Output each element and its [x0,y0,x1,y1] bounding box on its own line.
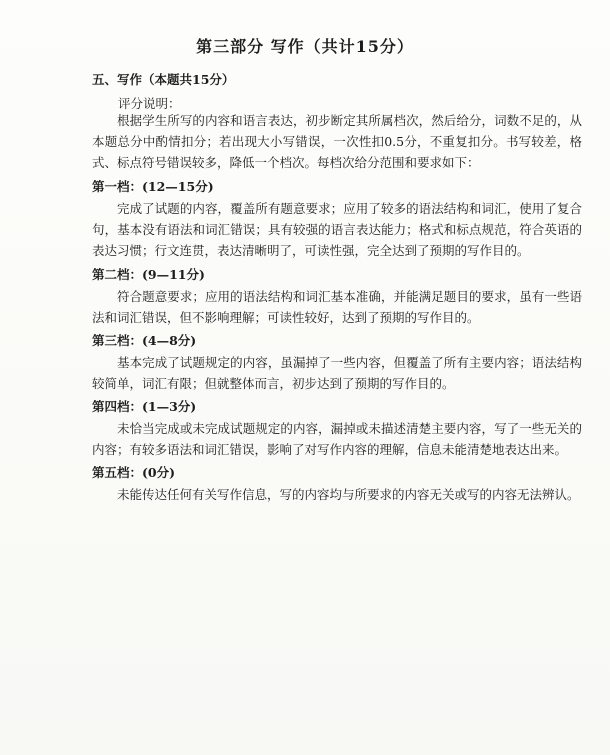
tier-3-description: 基本完成了试题规定的内容，虽漏掉了一些内容，但覆盖了所有主要内容；语法结构较简单，词汇有限；但就整体而言，初步达到了预期的写作目的。 [92,355,582,391]
tier-5-description: 未能传达任何有关写作信息，写的内容均与所要求的内容无关或写的内容无法辨认。 [117,487,580,502]
evaluation-label: 评分说明： [118,96,181,111]
tier-5-label: 第五档：(0分) [92,465,176,480]
tier-1-description: 完成了试题的内容，覆盖所有题意要求；应用了较多的语法结构和词汇，使用了复合句，基本没有语法和词汇错误；具有较强的语言表达能力；格式和标点规范，符合英语的表达习惯；行文连贯，表达清晰明了，可读性强，完全达到了预期的写作目的。 [92,201,582,258]
tier-1-label: 第一档：(12—15分) [92,179,214,194]
tier-3-label: 第三档：(4—8分) [92,333,197,348]
intro-paragraph: 根据学生所写的内容和语言表达，初步断定其所属档次，然后给分，词数不足的，从本题总分中酌情扣分；若出现大小写错误，一次性扣0.5分，不重复扣分。书写较差，格式、标点符号错误较多，降低一个档次。每档次给分范围和要求如下： [92,113,582,170]
page-title: 第三部分 写作（共计15分） [196,37,414,56]
tier-4-label: 第四档：(1—3分) [92,399,197,414]
tier-4-description: 未恰当完成或未完成试题规定的内容，漏掉或未描述清楚主要内容，写了一些无关的内容；有较多语法和词汇错误，影响了对写作内容的理解，信息未能清楚地表达出来。 [92,421,582,457]
tier-2-label: 第二档：(9—11分) [92,267,205,282]
section-heading: 五、写作（本题共15分） [92,72,235,87]
tier-2-description: 符合题意要求；应用的语法结构和词汇基本准确，并能满足题目的要求，虽有一些语法和词汇错误，但不影响理解；可读性较好，达到了预期的写作目的。 [92,289,582,325]
